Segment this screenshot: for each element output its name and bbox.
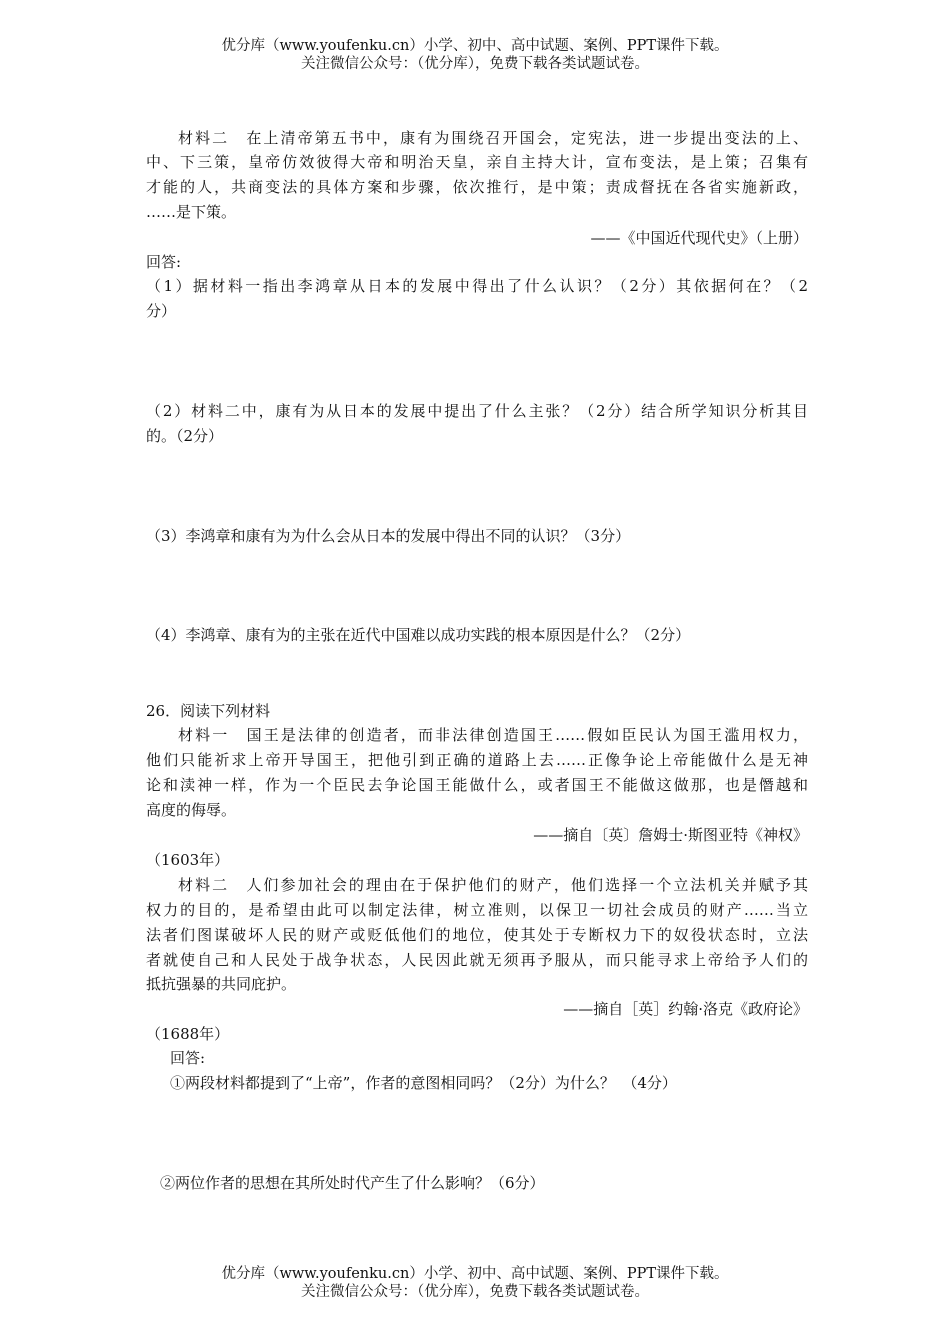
page-footer-line1: 优分库（www.youfenku.cn）小学、初中、高中试题、案例、PPT课件下载。: [221, 1266, 729, 1282]
q25-subquestion-1: （1）据材料一指出李鸿章从日本的发展中得出了什么认识？（2分）其依据何在？（2: [146, 277, 808, 295]
q26-title: 26．阅读下列材料: [146, 702, 271, 720]
q25-material2-line: ……是下策。: [146, 203, 237, 221]
q26-material2-line: 材料二 人们参加社会的理由在于保护他们的财产，他们选择一个立法机关并赋予其: [178, 876, 808, 894]
q25-answer-label: 回答:: [146, 253, 182, 271]
q26-subquestion-1: ①两段材料都提到了“上帝”，作者的意图相同吗？（2分）为什么？ （4分）: [170, 1074, 677, 1092]
q26-material1-source: ——摘自〔英〕詹姆士·斯图亚特《神权》: [533, 826, 808, 844]
q25-material2-line: 中、下三策，皇帝仿效彼得大帝和明治天皇，亲自主持大计，宣布变法，是上策；召集有: [146, 153, 808, 171]
page-footer-line2: 关注微信公众号：（优分库），免费下载各类试题试卷。: [301, 1284, 649, 1300]
page-header-line1: 优分库（www.youfenku.cn）小学、初中、高中试题、案例、PPT课件下载。: [221, 38, 729, 54]
q25-subquestion-3: （3）李鸿章和康有为为什么会从日本的发展中得出不同的认识？（3分）: [146, 527, 631, 545]
q26-subquestion-2: ②两位作者的思想在其所处时代产生了什么影响？（6分）: [160, 1174, 545, 1192]
q26-material1-line: 论和渎神一样，作为一个臣民去争论国王能做什么，或者国王不能做这做那，也是僭越和: [146, 776, 808, 794]
q25-material2-line: 材料二 在上清帝第五书中，康有为围绕召开国会，定宪法，进一步提出变法的上、: [178, 129, 808, 147]
page-header-line2: 关注微信公众号：（优分库），免费下载各类试题试卷。: [301, 56, 649, 72]
q26-material1-year: （1603年）: [146, 851, 230, 869]
q26-material2-line: 抵抗强暴的共同庇护。: [146, 975, 297, 993]
q26-material2-line: 权力的目的，是希望由此可以制定法律，树立准则，以保卫一切社会成员的财产……当立: [146, 901, 808, 919]
q26-material2-source: ——摘自［英］约翰·洛克《政府论》: [563, 1000, 808, 1018]
q26-material2-year: （1688年）: [146, 1025, 230, 1043]
q25-material2-source: ——《中国近代现代史》（上册）: [590, 229, 808, 247]
q26-answer-label: 回答:: [170, 1049, 206, 1067]
q25-subquestion-2-cont: 的。（2分）: [146, 427, 224, 445]
q25-subquestion-4: （4）李鸿章、康有为的主张在近代中国难以成功实践的根本原因是什么？（2分）: [146, 626, 691, 644]
q26-material2-line: 者就使自己和人民处于战争状态，人民因此就无须再予服从，而只能寻求上帝给予人们的: [146, 951, 808, 969]
q25-material2-line: 才能的人，共商变法的具体方案和步骤，依次推行，是中策；责成督抚在各省实施新政，: [146, 178, 808, 196]
q26-material1-line: 高度的侮辱。: [146, 801, 237, 819]
q26-material1-line: 他们只能祈求上帝开导国王，把他引到正确的道路上去……正像争论上帝能做什么是无神: [146, 751, 808, 769]
q26-material2-line: 法者们图谋破坏人民的财产或贬低他们的地位，使其处于专断权力下的奴役状态时，立法: [146, 926, 808, 944]
q26-material1-line: 材料一 国王是法律的创造者，而非法律创造国王……假如臣民认为国王滥用权力，: [178, 726, 808, 744]
q25-subquestion-1-cont: 分）: [146, 302, 177, 320]
q25-subquestion-2: （2）材料二中，康有为从日本的发展中提出了什么主张？（2分）结合所学知识分析其目: [146, 402, 808, 420]
